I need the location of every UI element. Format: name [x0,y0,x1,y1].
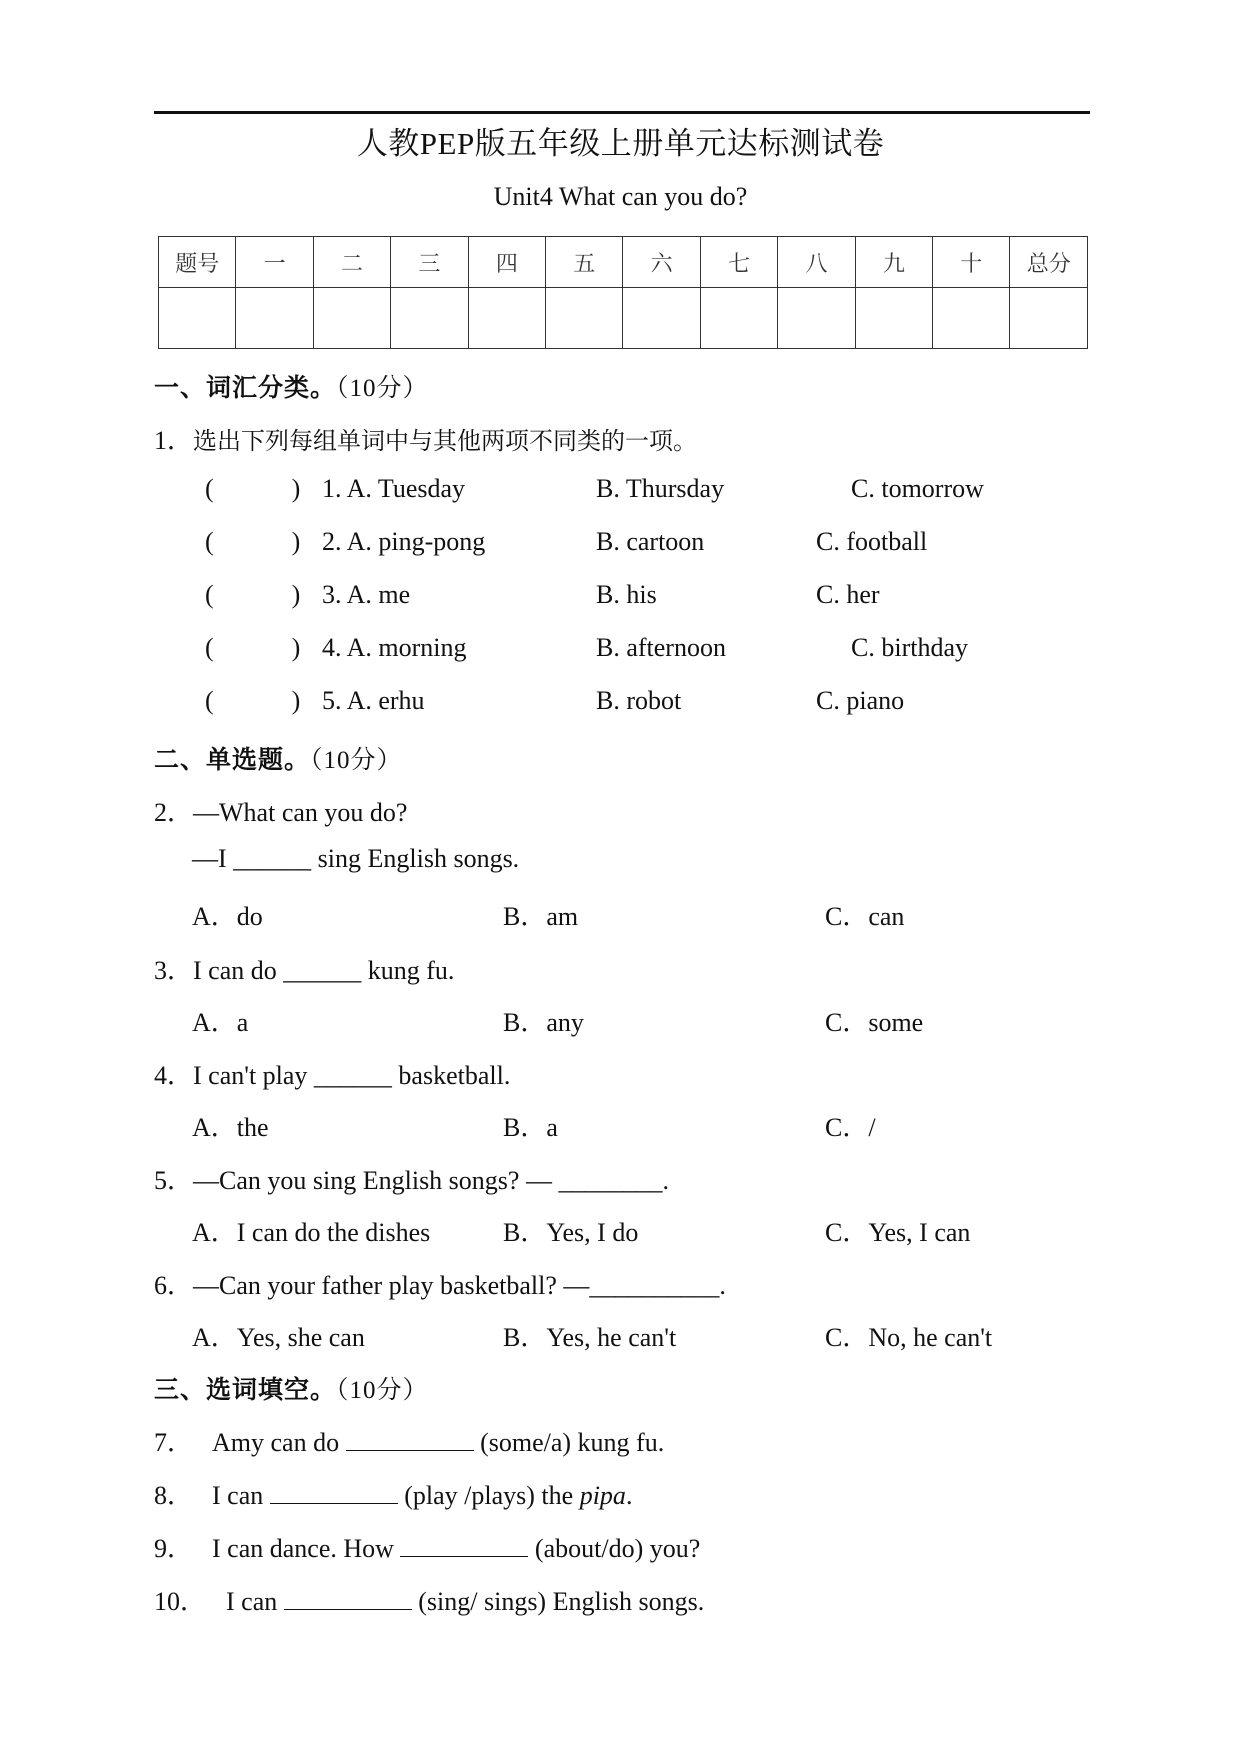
question-number: 5． [154,1166,194,1195]
option-a: A. me [346,580,411,609]
score-cell[interactable] [391,288,468,349]
section-points: （10分） [336,375,429,402]
question-text: I can [212,1481,264,1510]
score-header-cell: 二 [313,237,390,288]
question-number: 2． [154,798,194,827]
score-header-cell: 十 [933,237,1010,288]
question-number: 6． [154,1271,194,1300]
score-cell[interactable] [1010,288,1088,349]
option-b: B. cartoon [596,527,705,556]
question-text: —What can you do? [193,798,408,827]
question-text: Amy can do [212,1428,340,1457]
option-a: A. erhu [346,686,425,715]
option-c[interactable]: C．some [825,1008,924,1037]
score-table-header-row [159,237,1088,288]
header-rule [154,111,1090,114]
option-c: C. birthday [851,633,968,662]
question-number: 9． [154,1534,194,1563]
word-hint: (about/do) you? [534,1534,701,1563]
section-title: 三、选词填空。 [154,1375,337,1404]
word-hint: (some/a) kung fu. [480,1428,665,1457]
option-c: C. her [816,580,880,609]
page-subtitle: Unit4 What can you do? [493,182,748,211]
question-number: 1． [154,426,194,455]
option-c[interactable]: C．/ [825,1113,876,1142]
option-c[interactable]: C．No, he can't [825,1323,993,1352]
option-b[interactable]: B．Yes, I do [503,1218,639,1247]
fill-question [154,1528,700,1565]
score-cell[interactable] [855,288,932,349]
score-header-cell: 九 [855,237,932,288]
option-b: B. afternoon [596,633,726,662]
answer-bracket[interactable]: ( ) [205,580,301,609]
fill-question [154,1422,664,1459]
answer-blank[interactable] [400,1536,528,1557]
option-a: A. Tuesday [346,474,466,503]
item-number: 3. [322,580,342,609]
option-c[interactable]: C．can [825,902,905,931]
item-number: 4. [322,633,342,662]
question-number: 3． [154,956,194,985]
answer-blank[interactable] [270,1483,398,1504]
score-table-score-row [159,288,1088,349]
option-a[interactable]: A．do [192,902,263,931]
option-b[interactable]: B．Yes, he can't [503,1323,677,1352]
question-text: I can dance. How [212,1534,394,1563]
score-cell[interactable] [236,288,313,349]
option-a[interactable]: A．I can do the dishes [192,1218,431,1247]
option-b: B. his [596,580,657,609]
option-c[interactable]: C．Yes, I can [825,1218,971,1247]
score-cell[interactable] [933,288,1010,349]
question-text: I can do ______ kung fu. [193,956,455,985]
item-number: 5. [322,686,342,715]
section-3-heading [154,1370,429,1406]
fill-question [154,1475,632,1512]
option-c: C. piano [816,686,905,715]
option-a: A. ping-pong [346,527,486,556]
option-a[interactable]: A．Yes, she can [192,1323,365,1352]
fill-question [154,1581,704,1618]
option-a: A. morning [346,633,467,662]
score-header-cell: 三 [391,237,468,288]
italic-word: pipa [579,1481,626,1510]
question-text: —Can your father play basketball? —__________. [193,1271,726,1300]
option-c: C. tomorrow [851,474,984,503]
instruction-text: 选出下列每组单词中与其他两项不同类的一项。 [193,427,698,455]
score-cell[interactable] [313,288,390,349]
sentence-end: . [625,1481,633,1510]
score-cell[interactable] [159,288,236,349]
score-header-cell: 六 [623,237,700,288]
question-number: 7． [154,1428,194,1457]
section-title: 二、单选题。 [154,745,311,774]
question-number: 10． [154,1587,207,1616]
question-text: I can [226,1587,278,1616]
option-a[interactable]: A．the [192,1113,269,1142]
answer-bracket[interactable]: ( ) [205,686,301,715]
score-cell[interactable] [623,288,700,349]
item-number: 2. [322,527,342,556]
question-text: I can't play ______ basketball. [193,1061,511,1090]
option-b[interactable]: B．a [503,1113,558,1142]
option-a[interactable]: A．a [192,1008,249,1037]
section-points: （10分） [310,747,403,774]
score-header-cell: 总分 [1010,237,1088,288]
word-hint: (play /plays) the [404,1481,580,1510]
option-b[interactable]: B．any [503,1008,584,1037]
score-cell[interactable] [546,288,623,349]
score-header-cell: 一 [236,237,313,288]
answer-blank[interactable] [284,1589,412,1610]
question-number: 8． [154,1481,194,1510]
answer-bracket[interactable]: ( ) [205,633,301,662]
option-c: C. football [816,527,928,556]
answer-bracket[interactable]: ( ) [205,527,301,556]
item-number: 1. [322,474,342,503]
score-header-cell: 八 [778,237,855,288]
score-header-cell: 七 [700,237,777,288]
answer-blank[interactable] [346,1430,474,1451]
option-b: B. Thursday [596,474,725,503]
question-number: 4． [154,1061,194,1090]
section-2-heading [154,740,403,776]
option-b[interactable]: B．am [503,902,579,931]
score-cell[interactable] [468,288,545,349]
question-text-line-2: —I ______ sing English songs. [192,844,520,873]
question-text: —Can you sing English songs? — ________. [193,1166,669,1195]
section-title: 一、词汇分类。 [154,373,337,402]
answer-bracket[interactable]: ( ) [205,474,301,503]
score-cell[interactable] [778,288,855,349]
page-title: 人教PEP版五年级上册单元达标测试卷 [356,126,885,161]
score-table [158,236,1088,349]
section-1-heading [154,368,429,404]
score-header-cell: 题号 [159,237,236,288]
option-b: B. robot [596,686,682,715]
score-cell[interactable] [700,288,777,349]
score-header-cell: 四 [468,237,545,288]
section-1-instruction [154,420,697,457]
section-points: （10分） [336,1377,429,1404]
word-hint: (sing/ sings) English songs. [418,1587,705,1616]
score-header-cell: 五 [546,237,623,288]
